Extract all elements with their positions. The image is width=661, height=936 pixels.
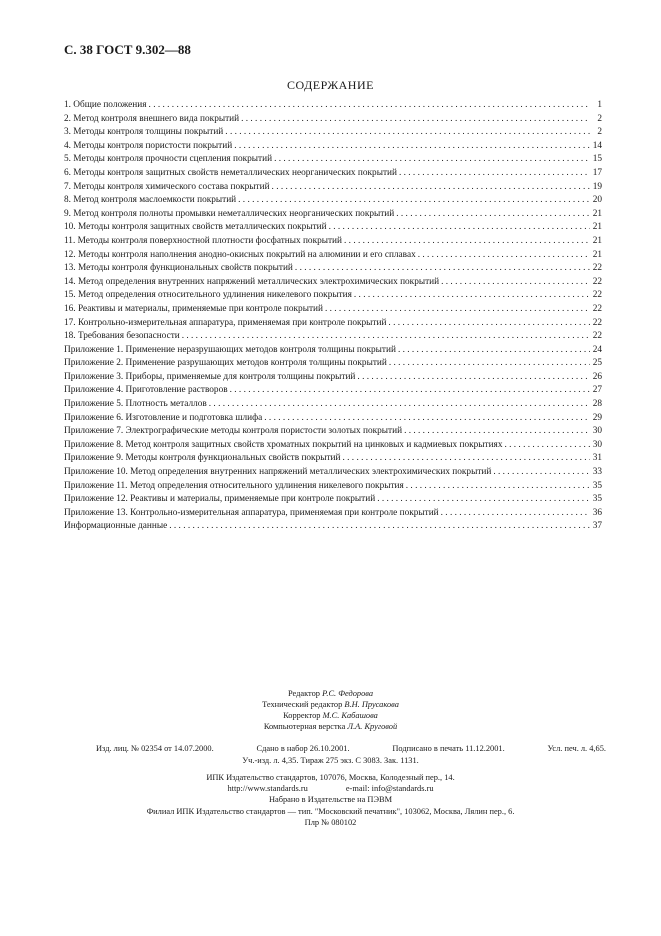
toc-entry-label: 1. Общие положения bbox=[64, 100, 147, 110]
toc-entry-page: 22 bbox=[592, 331, 602, 342]
toc-entry-page: 21 bbox=[592, 208, 602, 219]
toc-entry-page: 1 bbox=[597, 100, 602, 110]
toc-entry bbox=[64, 384, 602, 398]
toc-leader-dots bbox=[209, 398, 590, 412]
toc-entry bbox=[64, 330, 602, 344]
toc-entry-label: Приложение 4. Приготовление растворов bbox=[64, 385, 228, 396]
toc-entry bbox=[64, 126, 602, 140]
toc-leader-dots bbox=[149, 99, 590, 113]
toc-entry bbox=[64, 303, 602, 317]
toc-entry bbox=[64, 208, 602, 222]
toc-entry-page: 30 bbox=[592, 426, 602, 437]
toc-entry bbox=[64, 140, 602, 154]
toc-entry-label: 4. Методы контроля пористости покрытий bbox=[64, 140, 233, 151]
toc-entry bbox=[64, 452, 602, 466]
toc-entry bbox=[64, 167, 602, 181]
toc-entry-page: 35 bbox=[592, 494, 602, 505]
editor-name: Р.С. Федорова bbox=[322, 689, 374, 698]
toc-leader-dots bbox=[441, 276, 590, 290]
toc-entry-label: 10. Методы контроля защитных свойств металлических покрытий bbox=[64, 222, 327, 233]
toc-entry bbox=[64, 371, 602, 385]
toc-entry-label: Приложение 11. Метод определения относительного удлинения никелевого покрытия bbox=[64, 480, 404, 491]
toc-leader-dots bbox=[388, 317, 590, 331]
toc-entry-label: Приложение 12. Реактивы и материалы, применяемые при контроле покрытий bbox=[64, 494, 376, 505]
toc-entry bbox=[64, 507, 602, 521]
typeset-note: Набрано в Издательстве на ПЭВМ bbox=[268, 795, 393, 805]
corrector-name: М.С. Кабашова bbox=[322, 711, 378, 720]
toc-entry bbox=[64, 153, 602, 167]
print-sheets: Усл. печ. л. 4,65. bbox=[547, 744, 606, 753]
toc-entry bbox=[64, 439, 602, 453]
toc-entry-page: 2 bbox=[597, 113, 602, 124]
toc-entry-page: 17 bbox=[592, 167, 602, 178]
toc-leader-dots bbox=[493, 466, 590, 480]
toc-entry bbox=[64, 99, 602, 113]
toc-leader-dots bbox=[225, 126, 590, 140]
toc-entry bbox=[64, 249, 602, 263]
toc-entry-page: 22 bbox=[592, 317, 602, 328]
toc-entry-page: 33 bbox=[592, 467, 602, 478]
license-number: Изд. лиц. № 02354 от 14.07.2000. bbox=[96, 744, 214, 753]
toc-entry-label: Приложение 5. Плотность металлов bbox=[64, 399, 207, 410]
toc-leader-dots bbox=[399, 167, 590, 181]
publishing-line-1 bbox=[96, 744, 606, 753]
toc-entry-page: 35 bbox=[592, 480, 602, 491]
toc-entry-label: 13. Методы контроля функциональных свойств покрытий bbox=[64, 263, 293, 274]
toc-entry-label: 17. Контрольно-измерительная аппаратура, применяемая при контроле покрытий bbox=[64, 317, 387, 328]
toc-entry-page: 26 bbox=[592, 371, 602, 382]
toc-entry bbox=[64, 317, 602, 331]
toc-entry-label: Информационные данные bbox=[64, 521, 168, 532]
publisher-contacts bbox=[0, 783, 661, 794]
toc-entry-page: 36 bbox=[592, 507, 602, 518]
toc-entry bbox=[64, 520, 602, 534]
toc-entry-label: Приложение 9. Методы контроля функциональных свойств покрытий bbox=[64, 453, 341, 464]
toc-entry-page: 22 bbox=[592, 303, 602, 314]
toc-entry-label: Приложение 8. Метод контроля защитных свойств хроматных покрытий на цинковых и кадмиевых покрытиях bbox=[64, 439, 503, 450]
staff-credits bbox=[0, 688, 661, 732]
toc-leader-dots bbox=[404, 425, 590, 439]
toc-entry-label: Приложение 13. Контрольно-измерительная аппаратура, применяемая при контроле покрытий bbox=[64, 507, 439, 518]
toc-entry bbox=[64, 221, 602, 235]
toc-entry-label: Приложение 10. Метод определения внутренних напряжений металлических электрохимических покрытий bbox=[64, 467, 492, 478]
toc-entry-page: 22 bbox=[592, 290, 602, 301]
toc-entry-label: 18. Требования безопасности bbox=[64, 331, 180, 342]
toc-entry-label: 15. Метод определения относительного удлинения никелевого покрытия bbox=[64, 290, 352, 301]
toc-leader-dots bbox=[264, 412, 590, 426]
toc-entry-page: 25 bbox=[592, 358, 602, 369]
toc-leader-dots bbox=[230, 384, 590, 398]
layout-role: Компьютерная верстка bbox=[263, 722, 346, 731]
toc-leader-dots bbox=[295, 262, 590, 276]
sent-date: Сдано в набор 26.10.2001. bbox=[256, 744, 350, 753]
toc-entry bbox=[64, 235, 602, 249]
toc-entry-label: 12. Методы контроля наполнения анодно-окисных покрытий на алюминии и его сплавах bbox=[64, 249, 416, 260]
toc-entry bbox=[64, 262, 602, 276]
tech-editor-role: Технический редактор bbox=[262, 700, 343, 709]
toc-leader-dots bbox=[357, 371, 590, 385]
toc-entry-page: 2 bbox=[597, 127, 602, 138]
toc-entry-label: 16. Реактивы и материалы, применяемые при контроле покрытий bbox=[64, 303, 323, 314]
tech-editor-name: В.Н. Прусакова bbox=[344, 700, 399, 709]
signed-date: Подписано в печать 11.12.2001. bbox=[392, 744, 505, 753]
toc-entry bbox=[64, 181, 602, 195]
toc-leader-dots bbox=[354, 289, 590, 303]
toc-entry bbox=[64, 480, 602, 494]
toc-entry-page: 28 bbox=[592, 399, 602, 410]
table-of-contents bbox=[64, 99, 602, 534]
publishing-line-2: Уч.-изд. л. 4,35. Тираж 275 экз. С 3083. Зак. 1131. bbox=[242, 756, 419, 765]
toc-entry bbox=[64, 398, 602, 412]
toc-entry-label: Приложение 7. Электрографические методы контроля пористости золотых покрытий bbox=[64, 426, 403, 437]
publisher-email: e-mail: info@standards.ru bbox=[345, 784, 434, 794]
toc-entry-page: 21 bbox=[592, 235, 602, 246]
toc-leader-dots bbox=[169, 520, 590, 534]
toc-entry-page: 20 bbox=[592, 195, 602, 206]
printing-house: Филиал ИПК Издательство стандартов — тип. "Московский печатник", 103062, Москва, Лялин пер., 6. bbox=[146, 806, 515, 816]
toc-entry-label: 11. Методы контроля поверхностной плотности фосфатных покрытий bbox=[64, 235, 343, 246]
toc-leader-dots bbox=[234, 140, 590, 154]
plr-number: Плр № 080102 bbox=[304, 817, 357, 827]
toc-entry-page: 14 bbox=[592, 140, 602, 151]
toc-leader-dots bbox=[389, 357, 590, 371]
toc-entry-page: 19 bbox=[592, 181, 602, 192]
toc-entry-page: 24 bbox=[592, 344, 602, 355]
toc-entry-label: 6. Методы контроля защитных свойств неметаллических неорганических покрытий bbox=[64, 167, 397, 178]
toc-entry-label: 3. Методы контроля толщины покрытий bbox=[64, 127, 224, 138]
toc-leader-dots bbox=[272, 181, 590, 195]
toc-entry-page: 21 bbox=[592, 222, 602, 233]
layout-name: Л.А. Круговой bbox=[347, 722, 398, 731]
toc-entry bbox=[64, 113, 602, 127]
toc-leader-dots bbox=[398, 344, 590, 358]
corrector-role: Корректор bbox=[283, 711, 321, 720]
toc-leader-dots bbox=[329, 221, 590, 235]
toc-entry-page: 27 bbox=[592, 385, 602, 396]
toc-entry-label: Приложение 2. Применение разрушающих методов контроля толщины покрытий bbox=[64, 358, 387, 369]
toc-entry-label: Приложение 6. Изготовление и подготовка шлифа bbox=[64, 412, 263, 423]
toc-entry bbox=[64, 412, 602, 426]
toc-leader-dots bbox=[418, 249, 590, 263]
toc-entry-page: 21 bbox=[592, 249, 602, 260]
toc-leader-dots bbox=[377, 493, 590, 507]
toc-entry-label: 14. Метод определения внутренних напряжений металлических электрохимических покрытий bbox=[64, 276, 440, 287]
toc-entry-label: 9. Метод контроля полноты промывки неметаллических неорганических покрытий bbox=[64, 208, 395, 219]
toc-entry-label: 8. Метод контроля маслоемкости покрытий bbox=[64, 195, 237, 206]
toc-entry-page: 29 bbox=[592, 412, 602, 423]
toc-entry bbox=[64, 466, 602, 480]
toc-leader-dots bbox=[441, 507, 590, 521]
toc-entry-label: 7. Методы контроля химического состава покрытий bbox=[64, 181, 270, 192]
toc-leader-dots bbox=[406, 480, 590, 494]
toc-leader-dots bbox=[344, 235, 590, 249]
editor-role: Редактор bbox=[287, 689, 320, 698]
toc-leader-dots bbox=[325, 303, 590, 317]
toc-entry-label: Приложение 1. Применение неразрушающих методов контроля толщины покрытий bbox=[64, 344, 396, 355]
toc-leader-dots bbox=[504, 439, 590, 453]
publisher-footer bbox=[0, 772, 661, 828]
toc-entry bbox=[64, 194, 602, 208]
publisher-address: ИПК Издательство стандартов, 107076, Москва, Колодезный пер., 14. bbox=[206, 773, 455, 782]
toc-entry-page: 30 bbox=[592, 439, 602, 450]
toc-entry bbox=[64, 493, 602, 507]
toc-entry-label: Приложение 3. Приборы, применяемые для контроля толщины покрытий bbox=[64, 371, 356, 382]
publisher-website: http://www.standards.ru bbox=[227, 784, 308, 794]
toc-title: СОДЕРЖАНИЕ bbox=[287, 78, 374, 92]
toc-entry-page: 37 bbox=[592, 521, 602, 532]
toc-leader-dots bbox=[343, 452, 591, 466]
toc-leader-dots bbox=[238, 194, 590, 208]
toc-entry-page: 31 bbox=[592, 453, 602, 464]
toc-leader-dots bbox=[274, 153, 590, 167]
page-header: С. 38 ГОСТ 9.302—88 bbox=[64, 42, 191, 57]
toc-entry-page: 22 bbox=[592, 263, 602, 274]
toc-entry bbox=[64, 289, 602, 303]
toc-entry bbox=[64, 344, 602, 358]
toc-leader-dots bbox=[241, 113, 590, 127]
toc-entry bbox=[64, 357, 602, 371]
toc-leader-dots bbox=[182, 330, 590, 344]
toc-leader-dots bbox=[396, 208, 590, 222]
toc-entry-page: 22 bbox=[592, 276, 602, 287]
toc-entry-label: 5. Методы контроля прочности сцепления покрытий bbox=[64, 154, 273, 165]
toc-entry bbox=[64, 276, 602, 290]
toc-entry-label: 2. Метод контроля внешнего вида покрытий bbox=[64, 113, 240, 124]
toc-entry-page: 15 bbox=[592, 154, 602, 165]
toc-entry bbox=[64, 425, 602, 439]
